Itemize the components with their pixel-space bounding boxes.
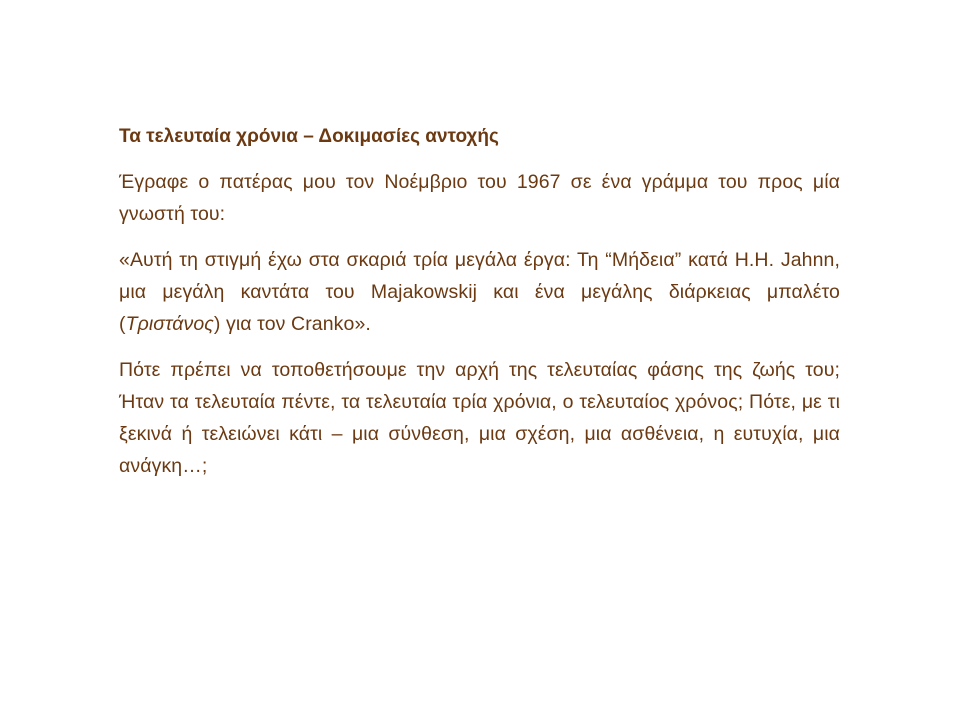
slide-title: Τα τελευταία χρόνια – Δοκιμασίες αντοχής <box>119 126 499 147</box>
quote-text-end: ) για τον Cranko». <box>213 313 371 335</box>
quote-italic-title: Τριστάνος <box>125 313 214 335</box>
paragraph-questions: Πότε πρέπει να τοποθετήσουμε την αρχή της τελευταίας φάσης της ζωής του; Ήταν τα τελευταία πέντε, τα τελευταία τρία χρόνια, ο τελευταίος χρόνος; Πότε, με τι ξεκινά ή τελειώνει κάτι – μια σύνθεση, μια σχέση, μια ασθένεια, η ευτυχία, μια ανάγκη…; <box>119 359 840 477</box>
quote-text-start: «Αυτή τη στιγμή έχω στα σκαριά τρία μεγάλα έργα: Τη “Μήδεια” κατά H.H. Jahnn, μια μεγάλη καντάτα του Majakowskij και ένα μεγάλης διάρκειας μπαλέτο ( <box>119 249 840 335</box>
paragraph-letter-intro: Έγραφε ο πατέρας μου τον Νοέμβριο του 1967 σε ένα γράμμα του προς μία γνωστή του: <box>119 171 840 225</box>
paragraph-quote <box>119 244 840 340</box>
slide-content <box>119 120 840 496</box>
